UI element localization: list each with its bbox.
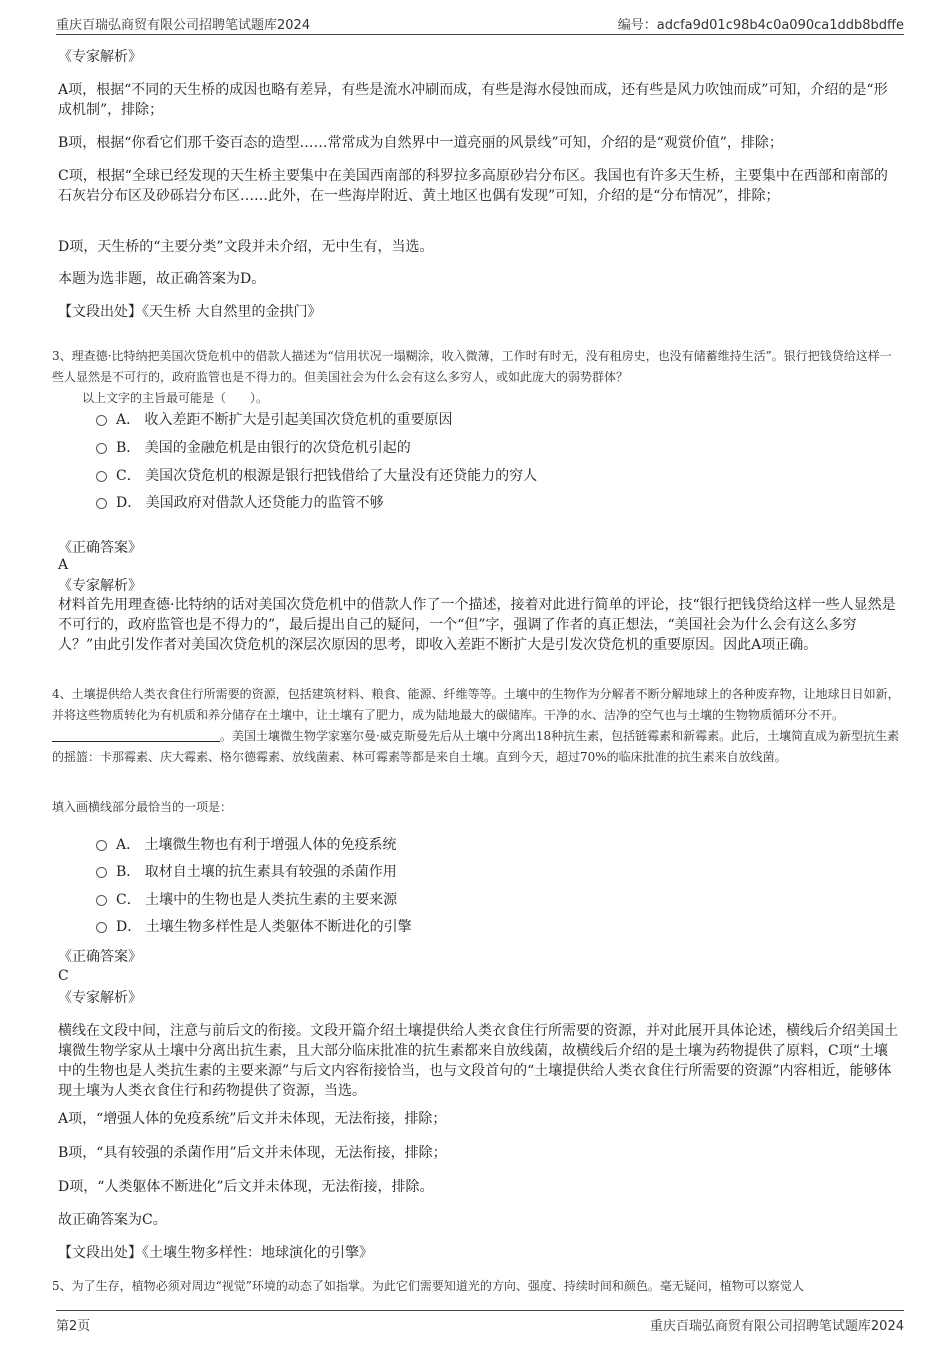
q3-option-a-label: A． 收入差距不断扩大是引起美国次贷危机的重要原因 [116,412,453,428]
q4-option-d-label: D． 土壤生物多样性是人类躯体不断进化的引擎 [116,919,412,935]
q3-prompt: 以上文字的主旨最可能是（ ）。 [82,391,269,405]
q2-answer-note: 本题为选非题，故正确答案为D。 [58,271,266,287]
q3-stem: 3、理查德·比特纳把美国次贷危机中的借款人描述为“信用状况一塌糊涂，收入微薄，工作时有时无，没有租房史，也没有储蓄维持生活”。银行把钱贷给这样一些人显然是不可行的，政府监管也是不得力的。但美国社会为什么会有这么多穷人，或如此庞大的弱势群体？ [52,349,892,384]
q4-answer-label: 《正确答案》 [58,949,142,965]
q4-stem [52,684,900,768]
q4-stem-part2: 。美国土壤微生物学家塞尔曼·威克斯曼先后从土壤中分离出18种抗生素，包括链霉素和新霉素。此后，土壤简直成为新型抗生素的摇篮：卡那霉素、庆大霉素、格尔德霉素、放线菌素、林可霉素等都是来自土壤。直到今天，超过70%的临床批准的抗生素来自放线菌。 [52,729,900,764]
header-code: 编号：adcfa9d01c98b4c0a090ca1ddb8bdffe [617,18,904,33]
radio-icon[interactable] [96,498,107,509]
q4-explain-main: 横线在文段中间，注意与前后文的衔接。文段开篇介绍土壤提供给人类衣食住行所需要的资源，并对此展开具体论述，横线后介绍美国土壤微生物学家从土壤中分离出抗生素，且大部分临床批准的抗生素都来自放线菌，故横线后介绍的是土壤为药物提供了原料，C项“土壤中的生物也是人类抗生素的主要来源”与后文内容衔接恰当，也与文段首句的“土壤提供给人类衣食住行所需要的资源”内容相近，能够体现土壤为人类衣食住行和药物提供了资源，当选。 [58,1023,898,1099]
page-header [56,12,904,35]
fill-blank-line [52,729,220,742]
q2-source: 【文段出处】《天生桥 大自然里的金拱门》 [58,304,322,320]
radio-icon[interactable] [96,867,107,878]
q4-answer-note: 故正确答案为C。 [58,1212,167,1228]
q2-explain-c: C项，根据“全球已经发现的天生桥主要集中在美国西南部的科罗拉多高原砂岩分布区。我国也有许多天生桥，主要集中在西部和南部的石灰岩分布区及砂砾岩分布区……此外，在一些海岸附近、黄土地区也偶有发现”可知，介绍的是“分布情况”，排除； [58,168,888,204]
q3-answer: A [58,557,69,573]
q4-expert-label: 《专家解析》 [58,990,142,1006]
radio-icon[interactable] [96,895,107,906]
q4-explain-b: B项，“具有较强的杀菌作用”后文并未体现，无法衔接，排除； [58,1145,447,1161]
q3-option-d-label: D． 美国政府对借款人还贷能力的监管不够 [116,495,384,511]
footer-company: 重庆百瑞弘商贸有限公司招聘笔试题库2024 [649,1319,904,1334]
q4-option-b-label: B． 取材自土壤的抗生素具有较强的杀菌作用 [116,864,397,880]
q4-explain-d: D项，“人类躯体不断进化”后文并未体现，无法衔接，排除。 [58,1179,434,1195]
page-footer [56,1310,904,1335]
q4-option-a-label: A． 土壤微生物也有利于增强人体的免疫系统 [116,837,397,853]
header-company: 重庆百瑞弘商贸有限公司招聘笔试题库2024 [56,18,311,33]
q4-option-c[interactable] [96,890,876,910]
q2-expert-label: 《专家解析》 [58,49,142,65]
q4-option-a[interactable] [96,835,876,855]
q3-explain: 材料首先用理查德·比特纳的话对美国次贷危机中的借款人作了一个描述，接着对此进行简单的评论，技“银行把钱贷给这样一些人显然是不可行的，政府监管也是不得力的”，最后提出自己的疑问，一个“但”字，强调了作者的真正想法，“美国社会为什么会有这么多穷人？”由此引发作者对美国次贷危机的深层次原因的思考，即收入差距不断扩大是引发次贷危机的重要原因。因此A项正确。 [58,597,896,653]
q3-answer-label: 《正确答案》 [58,540,142,556]
q4-option-d[interactable] [96,917,876,937]
q4-answer: C [58,968,69,984]
q3-option-c-label: C． 美国次贷危机的根源是银行把钱借给了大量没有还贷能力的穷人 [116,468,538,484]
q2-explain-b: B项，根据“你看它们那千姿百态的造型……常常成为自然界中一道亮丽的风景线”可知，介绍的是“观赏价值”，排除； [58,135,783,151]
q4-prompt: 填入画横线部分最恰当的一项是： [52,800,233,814]
q3-option-d[interactable] [96,493,876,513]
q3-option-a[interactable] [96,410,876,430]
q4-option-c-label: C． 土壤中的生物也是人类抗生素的主要来源 [116,892,398,908]
q4-explain-a: A项，“增强人体的免疫系统”后文并未体现，无法衔接，排除； [58,1111,447,1127]
q5-stem: 5、为了生存，植物必须对周边“视觉”环境的动态了如指掌。为此它们需要知道光的方向、强度、持续时间和颜色。毫无疑问，植物可以察觉人 [52,1279,804,1293]
q3-option-b[interactable] [96,438,876,458]
radio-icon[interactable] [96,471,107,482]
q2-explain-a: A项，根据“不同的天生桥的成因也略有差异，有些是流水冲刷而成，有些是海水侵蚀而成，还有些是风力吹蚀而成”可知，介绍的是“形成机制”，排除； [58,82,888,118]
q3-option-b-label: B． 美国的金融危机是由银行的次贷危机引起的 [116,440,411,456]
q3-option-c[interactable] [96,466,876,486]
q3-expert-label: 《专家解析》 [58,578,142,594]
radio-icon[interactable] [96,415,107,426]
radio-icon[interactable] [96,840,107,851]
q4-source: 【文段出处】《土壤生物多样性：地球演化的引擎》 [58,1245,373,1261]
footer-page-number: 第2页 [56,1319,91,1334]
q4-option-b[interactable] [96,862,876,882]
radio-icon[interactable] [96,922,107,933]
radio-icon[interactable] [96,443,107,454]
q4-stem-part1: 4、土壤提供给人类衣食住行所需要的资源，包括建筑材料、粮食、能源、纤维等等。土壤中的生物作为分解者不断分解地球上的各种废弃物，让地球日日如新，并将这些物质转化为有机质和养分储存在土壤中，让土壤有了肥力，成为陆地最大的碳储库。干净的水、洁净的空气也与土壤的生物物质循环分不开。 [52,687,900,722]
q2-explain-d: D项，天生桥的“主要分类”文段并未介绍，无中生有，当选。 [58,239,434,255]
